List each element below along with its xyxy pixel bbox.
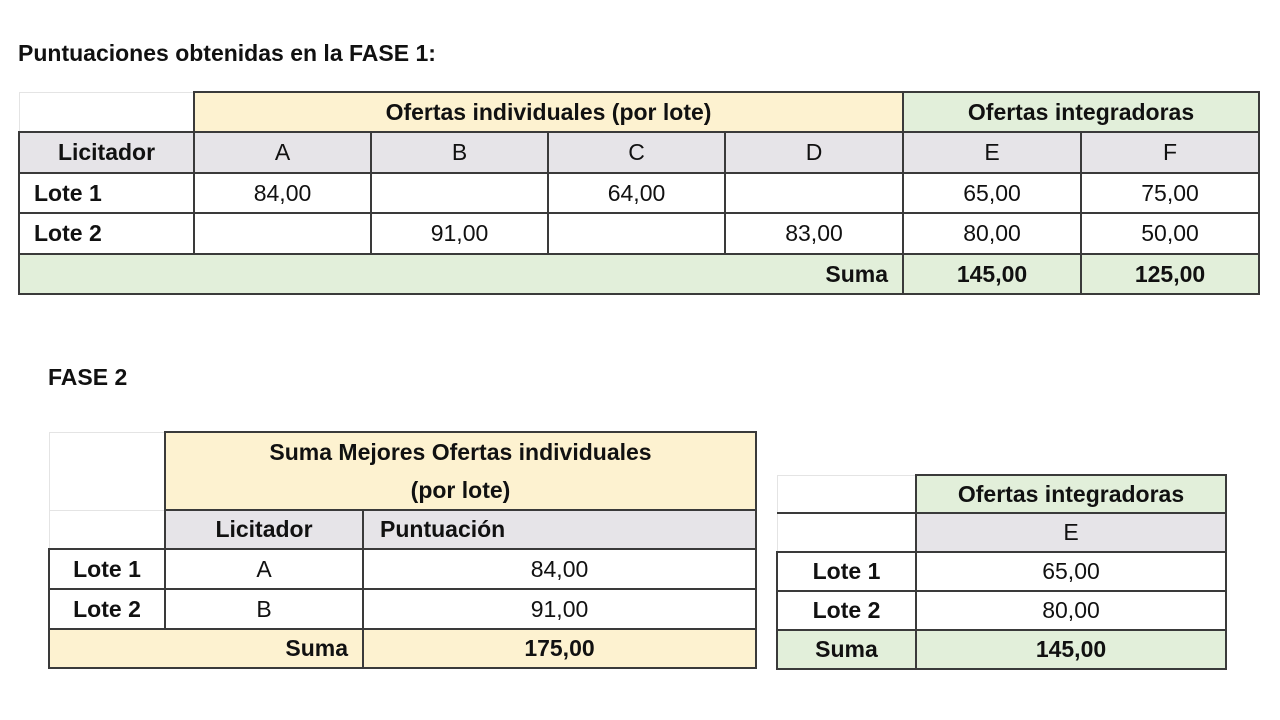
- phase1-col-f: F: [1081, 132, 1259, 173]
- phase1-group-integrated: Ofertas integradoras: [903, 92, 1259, 132]
- phase2-title: FASE 2: [48, 364, 128, 390]
- phase1-column-header-row: [19, 132, 1259, 173]
- integrated-col-e: E: [916, 513, 1226, 552]
- phase1-sum-f: 125,00: [1081, 254, 1259, 294]
- phase2-header-blank: [49, 510, 165, 549]
- phase2-integrated-table: [776, 474, 1227, 670]
- phase1-group-header-row: [19, 92, 1259, 132]
- phase2-column-header-row: [49, 510, 756, 549]
- phase2-sum-label: Suma: [49, 629, 363, 668]
- phase2-header-score: Puntuación: [363, 510, 756, 549]
- table-cell: 64,00: [548, 173, 725, 213]
- phase1-col-c: C: [548, 132, 725, 173]
- integrated-group-header-row: [777, 475, 1226, 513]
- phase1-sum-e: 145,00: [903, 254, 1081, 294]
- phase1-header-bidder: Licitador: [19, 132, 194, 173]
- table-row: [777, 552, 1226, 591]
- phase1-sum-label: Suma: [19, 254, 903, 294]
- table-cell: 84,00: [194, 173, 371, 213]
- table-row: [19, 173, 1259, 213]
- table-cell: 80,00: [916, 591, 1226, 630]
- table-cell: [371, 173, 548, 213]
- row-label: Lote 2: [19, 213, 194, 254]
- table-cell: 91,00: [363, 589, 756, 629]
- table-cell: B: [165, 589, 363, 629]
- phase2-best-offers-table: [48, 431, 757, 669]
- table-cell: 75,00: [1081, 173, 1259, 213]
- phase1-sum-row: [19, 254, 1259, 294]
- phase2-corner-cell: [49, 432, 165, 510]
- table-cell: 80,00: [903, 213, 1081, 254]
- phase1-corner-cell: [19, 92, 194, 132]
- table-row: [49, 549, 756, 589]
- phase2-header-bidder: Licitador: [165, 510, 363, 549]
- row-label: Lote 1: [777, 552, 916, 591]
- table-row: [49, 589, 756, 629]
- phase2-group-best: [165, 432, 756, 510]
- table-cell: 65,00: [916, 552, 1226, 591]
- phase2-group-line2: (por lote): [410, 477, 511, 503]
- integrated-header-blank: [777, 513, 916, 552]
- phase2-sum-value: 175,00: [363, 629, 756, 668]
- phase1-title: Puntuaciones obtenidas en la FASE 1:: [18, 40, 436, 66]
- row-label: Lote 2: [49, 589, 165, 629]
- row-label: Lote 1: [49, 549, 165, 589]
- row-label: Lote 1: [19, 173, 194, 213]
- table-cell: 91,00: [371, 213, 548, 254]
- phase1-col-d: D: [725, 132, 903, 173]
- table-cell: 83,00: [725, 213, 903, 254]
- table-row: [19, 213, 1259, 254]
- phase2-group-header-row: [49, 432, 756, 510]
- integrated-sum-value: 145,00: [916, 630, 1226, 669]
- row-label: Lote 2: [777, 591, 916, 630]
- integrated-corner-cell: [777, 475, 916, 513]
- phase2-sum-row: [49, 629, 756, 668]
- phase1-group-individual: Ofertas individuales (por lote): [194, 92, 903, 132]
- table-cell: 50,00: [1081, 213, 1259, 254]
- phase1-col-b: B: [371, 132, 548, 173]
- integrated-column-header-row: [777, 513, 1226, 552]
- table-row: [777, 591, 1226, 630]
- table-cell: 84,00: [363, 549, 756, 589]
- table-cell: [548, 213, 725, 254]
- integrated-sum-label: Suma: [777, 630, 916, 669]
- table-cell: [725, 173, 903, 213]
- phase2-group-line1: Suma Mejores Ofertas individuales: [269, 439, 652, 465]
- integrated-group-label: Ofertas integradoras: [916, 475, 1226, 513]
- table-cell: 65,00: [903, 173, 1081, 213]
- phase1-col-e: E: [903, 132, 1081, 173]
- phase1-table: [18, 91, 1260, 295]
- phase1-col-a: A: [194, 132, 371, 173]
- integrated-sum-row: [777, 630, 1226, 669]
- table-cell: [194, 213, 371, 254]
- table-cell: A: [165, 549, 363, 589]
